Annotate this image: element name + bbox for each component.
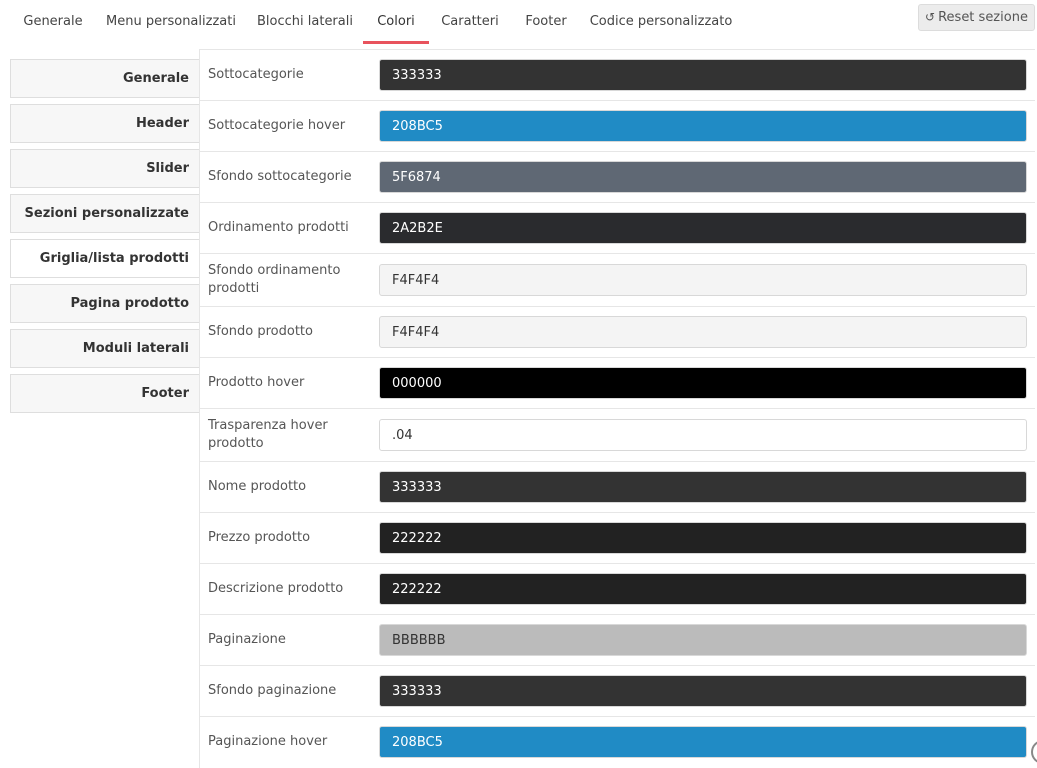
- setting-row-ordinamento-prodotti: [200, 203, 1035, 254]
- color-input-sfondo-sottocategorie[interactable]: [379, 161, 1027, 193]
- setting-label: Prodotto hover: [208, 375, 305, 390]
- setting-label: Sfondo ordinamento prodotti: [208, 263, 341, 296]
- side-tab-moduli-laterali[interactable]: Moduli laterali: [10, 329, 199, 368]
- tab-generale[interactable]: Generale: [23, 14, 83, 29]
- color-input-prezzo-prodotto[interactable]: [379, 522, 1027, 554]
- setting-row-sfondo-sottocategorie: [200, 152, 1035, 203]
- setting-label: Descrizione prodotto: [208, 581, 344, 596]
- color-input-paginazione-hover[interactable]: [379, 726, 1027, 758]
- color-settings-panel: [199, 49, 1035, 768]
- setting-row-sottocategorie-hover: [200, 101, 1035, 152]
- setting-label: Nome prodotto: [208, 479, 307, 494]
- top-tab-bar: [0, 0, 1037, 44]
- setting-label: Paginazione: [208, 632, 286, 647]
- tab-footer[interactable]: Footer: [525, 14, 567, 29]
- side-tab-griglia-lista-prodotti[interactable]: Griglia/lista prodotti: [10, 239, 199, 278]
- reset-icon: ↺: [925, 10, 936, 24]
- setting-label: Paginazione hover: [208, 734, 328, 749]
- setting-label: Sfondo prodotto: [208, 324, 313, 339]
- setting-row-sottocategorie: [200, 50, 1035, 101]
- color-input-sottocategorie[interactable]: [379, 59, 1027, 91]
- tab-caratteri[interactable]: Caratteri: [441, 14, 499, 29]
- color-input-nome-prodotto[interactable]: [379, 471, 1027, 503]
- color-input-prodotto-hover[interactable]: [379, 367, 1027, 399]
- setting-label: Prezzo prodotto: [208, 530, 311, 545]
- setting-row-sfondo-prodotto: [200, 307, 1035, 358]
- setting-row-prodotto-hover: [200, 358, 1035, 409]
- color-input-paginazione[interactable]: [379, 624, 1027, 656]
- tab-colori[interactable]: Colori: [363, 0, 429, 44]
- setting-label: Sottocategorie: [208, 67, 304, 82]
- setting-row-sfondo-paginazione: [200, 666, 1035, 717]
- color-input-sfondo-ordinamento-prodotti[interactable]: [379, 264, 1027, 296]
- setting-label: Trasparenza hover prodotto: [208, 418, 328, 451]
- setting-label: Sfondo sottocategorie: [208, 169, 352, 184]
- setting-row-nome-prodotto: [200, 462, 1035, 513]
- side-tab-header[interactable]: Header: [10, 104, 199, 143]
- side-tab-slider[interactable]: Slider: [10, 149, 199, 188]
- setting-row-paginazione: [200, 615, 1035, 666]
- side-tab-generale[interactable]: Generale: [10, 59, 199, 98]
- setting-label: Sfondo paginazione: [208, 683, 337, 698]
- setting-row-prezzo-prodotto: [200, 513, 1035, 564]
- setting-row-paginazione-hover: [200, 717, 1035, 768]
- setting-label: Sottocategorie hover: [208, 118, 346, 133]
- side-tab-pagina-prodotto[interactable]: Pagina prodotto: [10, 284, 199, 323]
- setting-row-trasparenza-hover-prodotto: [200, 409, 1035, 462]
- reset-section-button[interactable]: [918, 4, 1035, 31]
- trasparenza-hover-input[interactable]: [379, 419, 1027, 451]
- reset-section-label: Reset sezione: [938, 10, 1028, 25]
- setting-row-descrizione-prodotto: [200, 564, 1035, 615]
- side-tab-sezioni-personalizzate[interactable]: Sezioni personalizzate: [10, 194, 199, 233]
- color-input-ordinamento-prodotti[interactable]: [379, 212, 1027, 244]
- setting-row-sfondo-ordinamento-prodotti: [200, 254, 1035, 307]
- color-input-descrizione-prodotto[interactable]: [379, 573, 1027, 605]
- tab-codice-personalizzato[interactable]: Codice personalizzato: [589, 14, 733, 29]
- color-input-sfondo-paginazione[interactable]: [379, 675, 1027, 707]
- tab-menu-personalizzati[interactable]: Menu personalizzati: [106, 14, 236, 29]
- setting-label: Ordinamento prodotti: [208, 220, 349, 235]
- side-tab-footer[interactable]: Footer: [10, 374, 199, 413]
- color-input-sottocategorie-hover[interactable]: [379, 110, 1027, 142]
- color-input-sfondo-prodotto[interactable]: [379, 316, 1027, 348]
- tab-blocchi-laterali[interactable]: Blocchi laterali: [257, 14, 353, 29]
